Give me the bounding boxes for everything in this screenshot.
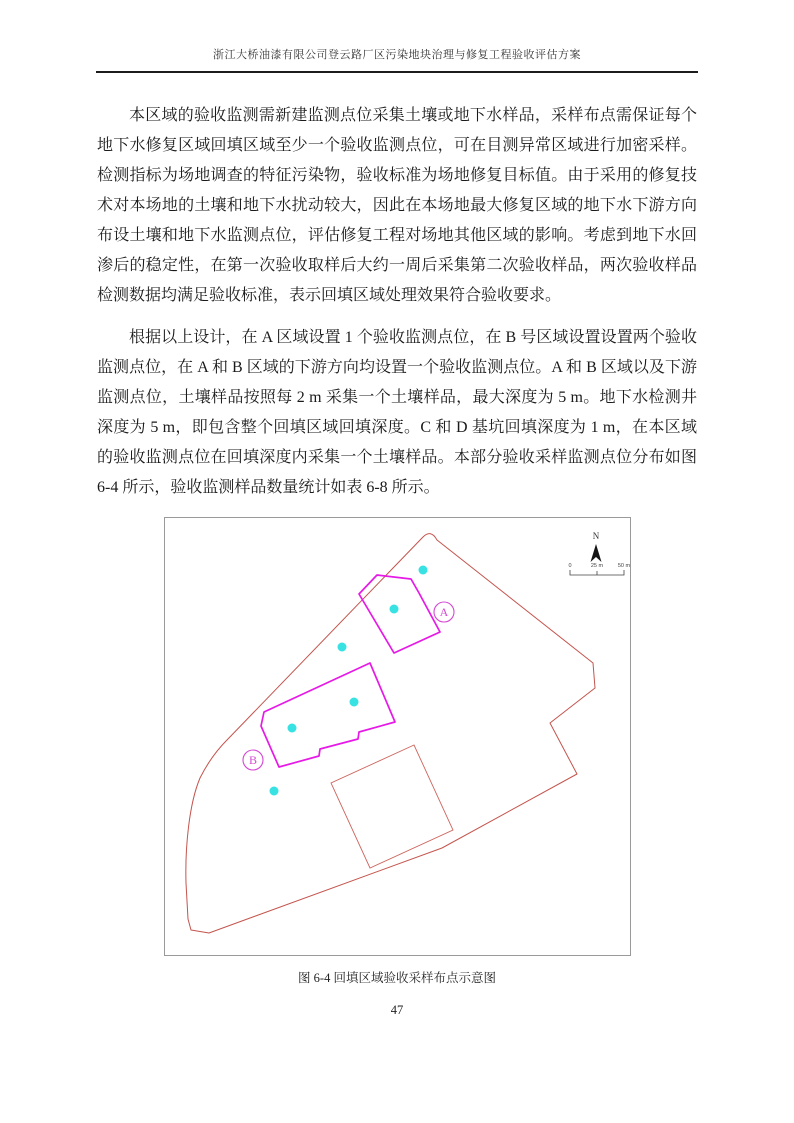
inner-building-outline (331, 745, 453, 868)
scale-bar-label: 0 (567, 563, 572, 569)
page-number: 47 (390, 1003, 404, 1017)
header-title: 浙江大桥油漆有限公司登云路厂区污染地块治理与修复工程验收评估方案 (213, 49, 581, 61)
running-header (96, 46, 698, 73)
figure (0, 517, 794, 986)
region-label-text: A (439, 605, 448, 620)
body-text (97, 101, 697, 503)
site-boundary-outline (185, 534, 594, 933)
north-arrow-icon (590, 544, 601, 562)
scale-bar-label: 25 m (590, 563, 603, 569)
sample-point (337, 643, 346, 652)
site-map-svg (165, 518, 630, 955)
region-a-outline (359, 575, 440, 653)
sample-point (287, 724, 296, 733)
north-label: N (592, 531, 599, 541)
paragraph: 本区域的验收监测需新建监测点位采集土壤或地下水样品，采样布点需保证每个地下水修复区域回填区域至少一个验收监测点位，可在目测异常区域进行加密采样。检测指标为场地调查的特征污染物，验收标准为场地修复目标值。由于采用的修复技术对本场地的土壤和地下水扰动较大，因此在本场地最大修复区域的地下水下游方向布设土壤和地下水监测点位，评估修复工程对场地其他区域的影响。考虑到地下水回渗后的稳定性，在第一次验收取样后大约一周后采集第二次验收样品，两次验收样品检测数据均满足验收标准，表示回填区域处理效果符合验收要求。 (97, 107, 697, 304)
figure-caption: 图 6-4 回填区域验收采样布点示意图 (298, 971, 496, 985)
paragraph: 根据以上设计，在 A 区域设置 1 个验收监测点位，在 B 号区域设置设置两个验收监测点位，在 A 和 B 区域的下游方向均设置一个验收监测点位。A 和 B 区域以及下游监测点位，土壤样品按照每 2 m 采集一个土壤样品，最大深度为 5 m。地下水检测井深度为 5 m，即包含整个回填区域回填深度。C 和 D 基坑回填深度为 1 m，在本区域的验收监测点位在回填深度内采集一个土壤样品。本部分验收采样监测点位分布如图 6-4 所示，验收监测样品数量统计如表 6-8 所示。 (97, 329, 697, 496)
region-b-outline (261, 663, 395, 767)
scale-bar (570, 570, 624, 575)
sample-point (349, 698, 358, 707)
sample-point (418, 566, 427, 575)
sample-point (269, 787, 278, 796)
region-label-text: B (248, 753, 257, 768)
figure-frame (164, 517, 631, 956)
sample-point (389, 605, 398, 614)
scale-bar-label: 50 m (617, 563, 630, 569)
